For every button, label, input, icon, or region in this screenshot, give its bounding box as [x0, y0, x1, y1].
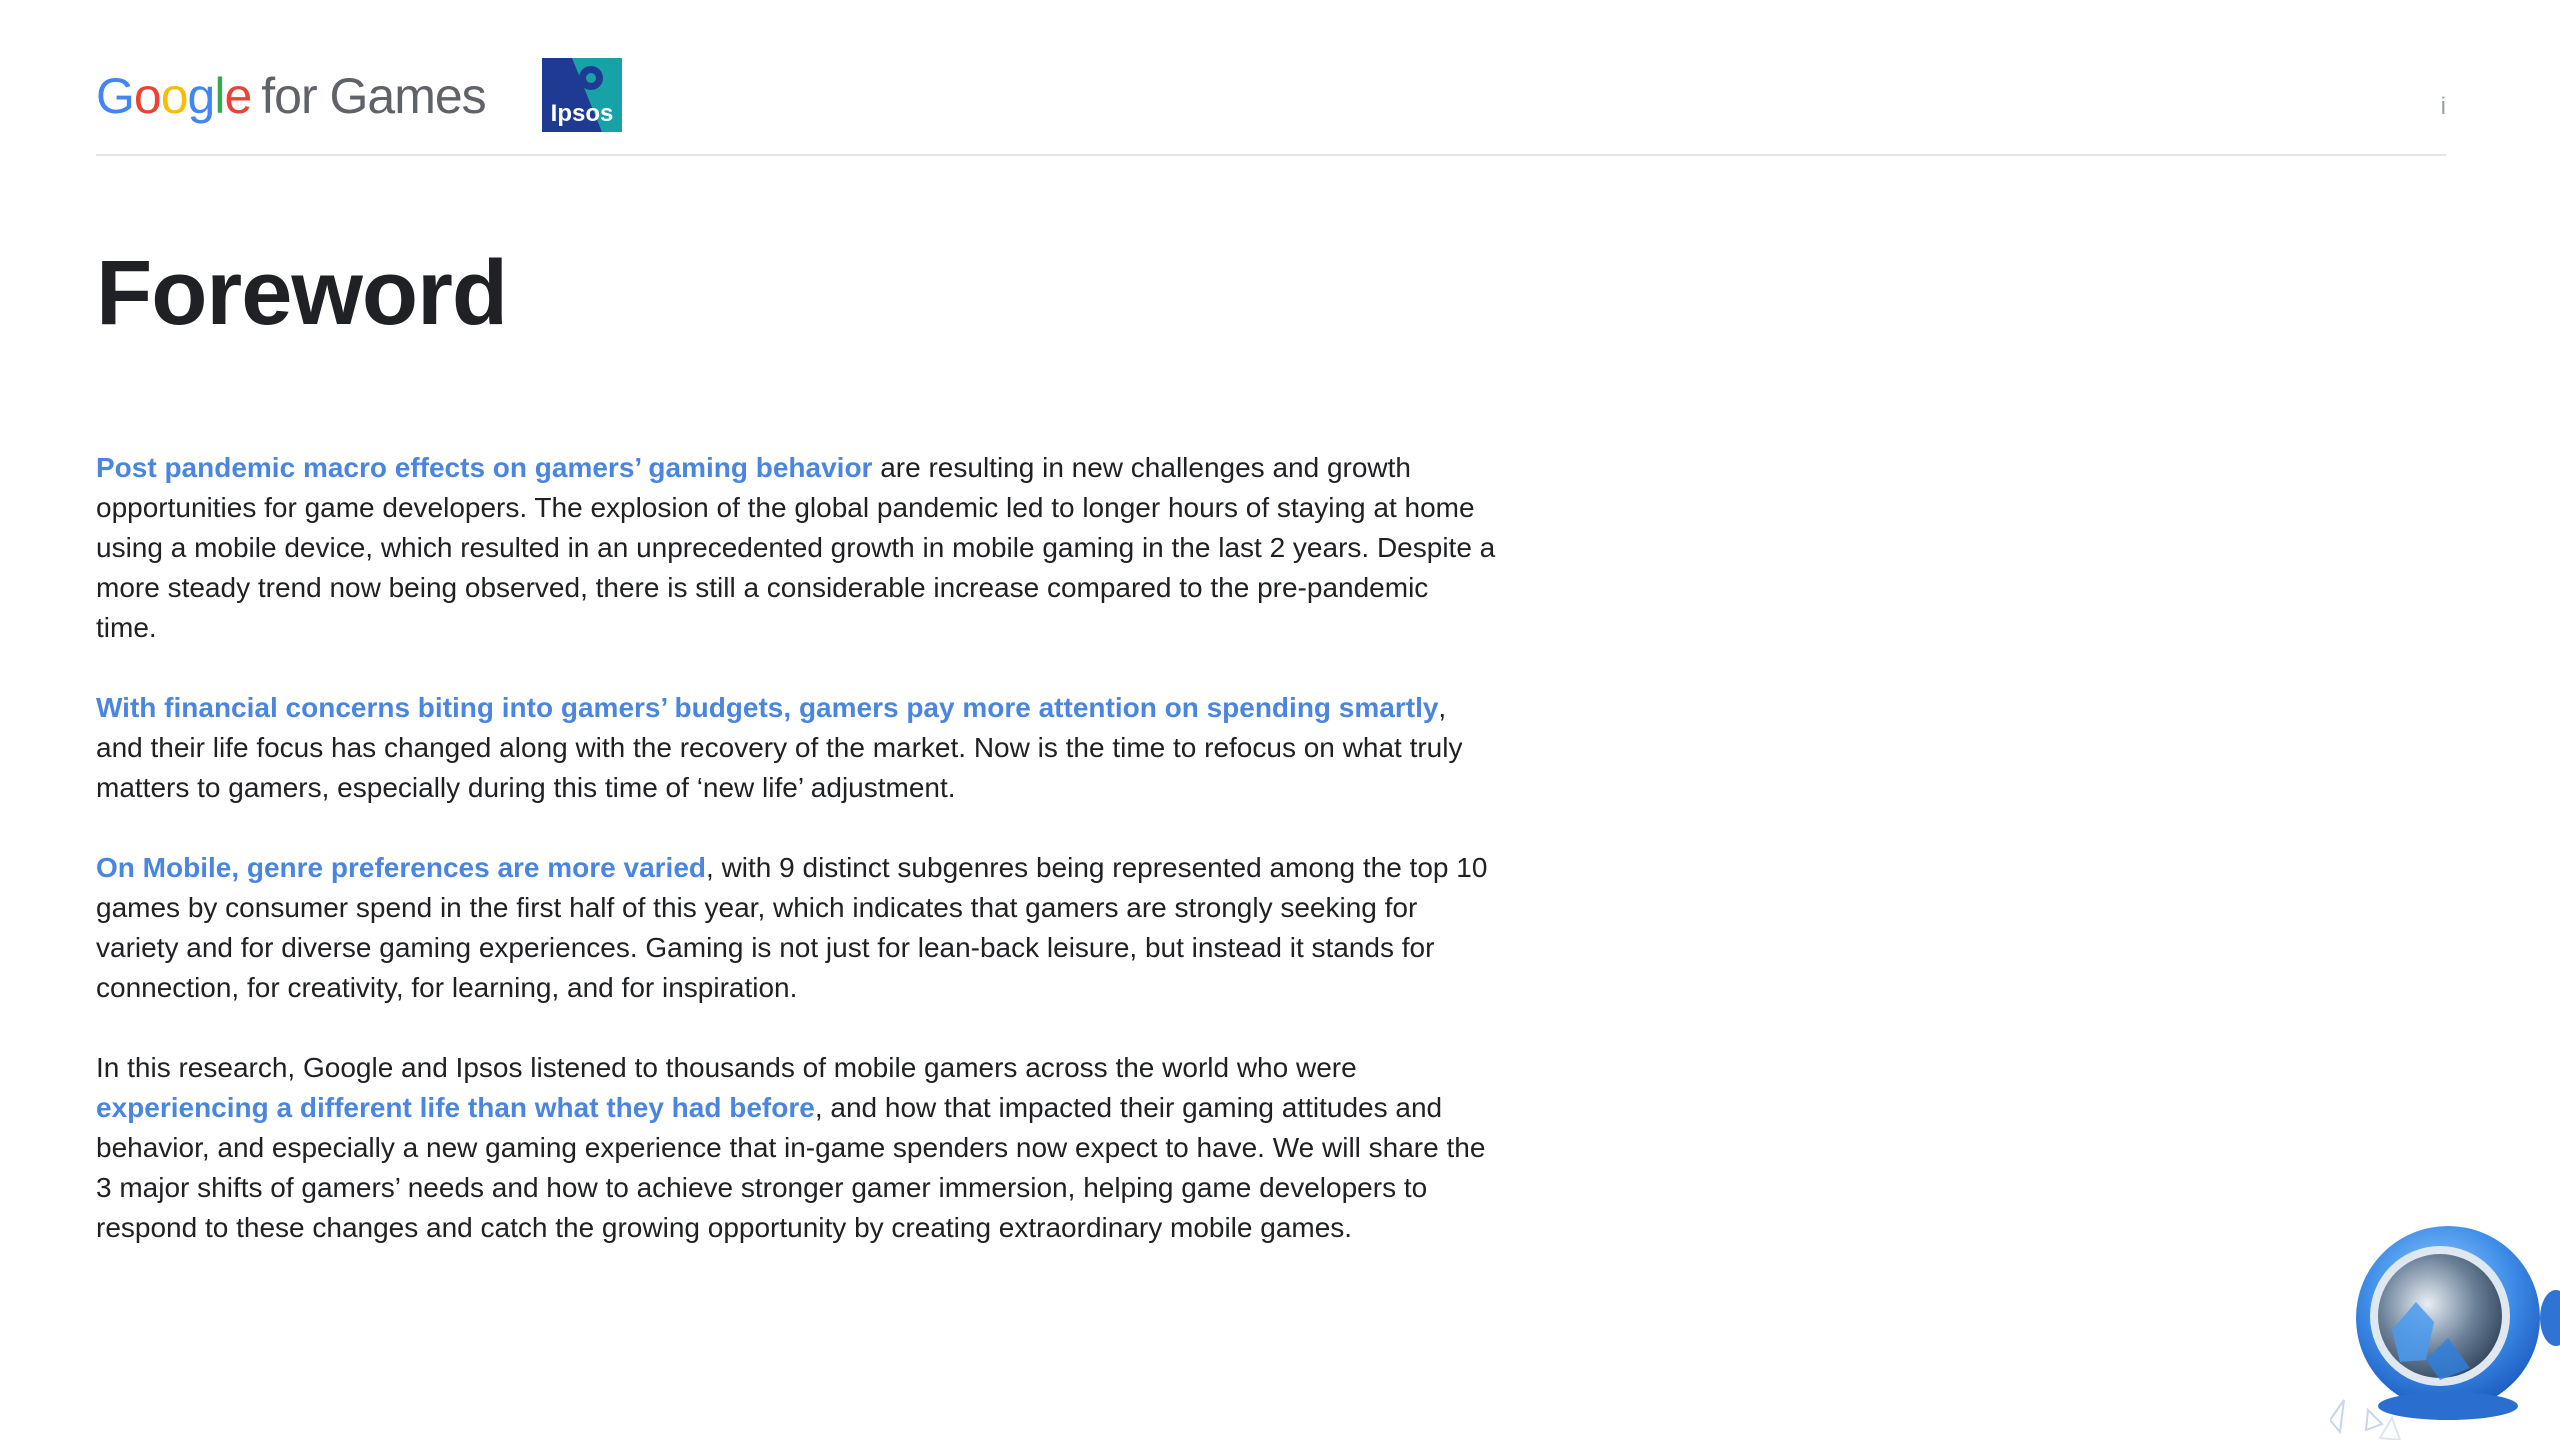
highlight-text: With financial concerns biting into gamers’ budgets, gamers pay more attention on spending smartly — [96, 692, 1439, 723]
paragraph — [96, 1048, 1496, 1248]
logo-letter: g — [187, 68, 215, 124]
logo-letter: e — [224, 68, 252, 124]
paragraph — [96, 448, 1496, 648]
highlight-text: On Mobile, genre preferences are more varied — [96, 852, 707, 883]
google-for-games-logo[interactable] — [96, 64, 486, 128]
page-marker: i — [2440, 93, 2446, 120]
paragraph — [96, 848, 1496, 1008]
logo-letter: l — [214, 68, 225, 124]
paragraph-text: are resulting in new challenges and growth opportunities for game developers. The explosion of the global pandemic led to longer hours of staying at home using a mobile device, which resulted in an unprecedented growth in mobile gaming in the last 2 years. Despite a more steady trend now being observed, there is still a considerable increase compared to the pre-pandemic time. — [96, 452, 1496, 643]
astronaut-helmet-icon — [2330, 1210, 2560, 1440]
highlight-text: Post pandemic macro effects on gamers’ gaming behavior — [96, 452, 873, 483]
highlight-text: experiencing a different life than what they had before — [96, 1092, 815, 1123]
logo-suffix: for Games — [261, 68, 486, 124]
page-title: Foreword — [96, 242, 508, 344]
logo-letter: o — [160, 68, 188, 124]
paragraph — [96, 688, 1496, 808]
logo-letter: o — [133, 68, 161, 124]
paragraph-text: In this research, Google and Ipsos listened to thousands of mobile gamers across the world who were — [96, 1052, 1357, 1083]
ipsos-logo-text: Ipsos — [550, 100, 614, 127]
logo-letter: G — [96, 68, 134, 124]
ipsos-logo[interactable] — [542, 58, 622, 132]
foreword-body — [96, 448, 1496, 1288]
paragraph-text: , and how that impacted their gaming attitudes and behavior, and especially a new gaming experience that in-game spenders now expect to have. We will share the 3 major shifts of gamers’ needs and how to achieve stronger gamer immersion, helping game developers to respond to these changes and catch the growing opportunity by creating extraordinary mobile games. — [96, 1092, 1486, 1243]
paragraph-text: , with 9 distinct subgenres being represented among the top 10 games by consumer spend in the first half of this year, which indicates that gamers are strongly seeking for variety and for diverse gaming experiences. Gaming is not just for lean-back leisure, but instead it stands for connection, for creativity, for learning, and for inspiration. — [96, 852, 1488, 1003]
paragraph-text: , and their life focus has changed along with the recovery of the market. Now is the time to refocus on what truly matters to gamers, especially during this time of ‘new life’ adjustment. — [96, 692, 1463, 803]
header — [96, 56, 2446, 156]
